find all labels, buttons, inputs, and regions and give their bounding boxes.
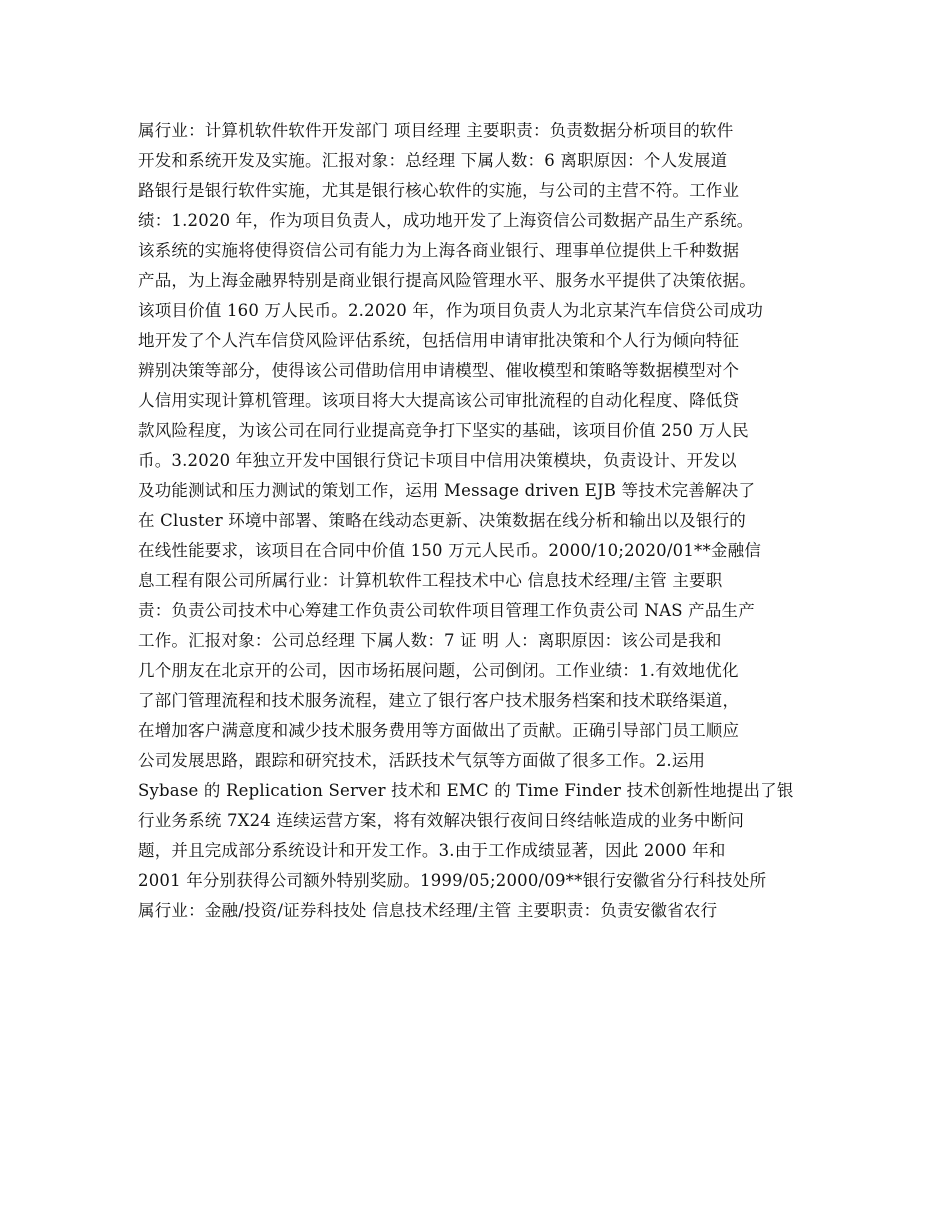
text-line: 息工程有限公司所属行业：计算机软件工程技术中心 信息技术经理/主管 主要职 <box>138 571 723 590</box>
text-line: 该项目价值 160 万人民币。2.2020 年，作为项目负责人为北京某汽车信贷公司成功 <box>138 301 764 320</box>
text-line: 2001 年分别获得公司额外特别奖励。1999/05;2000/09**银行安徽省分行科技处所 <box>138 871 767 890</box>
text-line: 产品，为上海金融界特别是商业银行提高风险管理水平、服务水平提供了决策依据。 <box>138 271 756 290</box>
text-line: 在 Cluster 环境中部署、策略在线动态更新、决策数据在线分析和输出以及银行的 <box>138 511 746 530</box>
text-line: 属行业：计算机软件软件开发部门 项目经理 主要职责：负责数据分析项目的软件 <box>138 121 734 140</box>
text-line: 属行业：金融/投资/证券科技处 信息技术经理/主管 主要职责：负责安徽省农行 <box>138 901 718 920</box>
text-line: 行业务系统 7X24 连续运营方案，将有效解决银行夜间日终结帐造成的业务中断问 <box>138 811 745 830</box>
text-line: 题，并且完成部分系统设计和开发工作。3.由于工作成绩显著，因此 2000 年和 <box>138 841 726 860</box>
text-line: 辨别决策等部分，使得该公司借助信用申请模型、催收模型和策略等数据模型对个 <box>138 361 740 380</box>
text-line: 在增加客户满意度和减少技术服务费用等方面做出了贡献。正确引导部门员工顺应 <box>138 721 740 740</box>
text-line: 责：负责公司技术中心筹建工作负责公司软件项目管理工作负责公司 NAS 产品生产 <box>138 601 755 620</box>
text-line: 开发和系统开发及实施。汇报对象：总经理 下属人数：6 离职原因：个人发展道 <box>138 151 728 170</box>
body-text <box>138 116 818 926</box>
text-line: 该系统的实施将使得资信公司有能力为上海各商业银行、理事单位提供上千种数据 <box>138 241 740 260</box>
text-line: 几个朋友在北京开的公司，因市场拓展问题，公司倒闭。工作业绩：1.有效地优化 <box>138 661 739 680</box>
text-line: 人信用实现计算机管理。该项目将大大提高该公司审批流程的自动化程度、降低贷 <box>138 391 740 410</box>
text-line: 地开发了个人汽车信贷风险评估系统，包括信用申请审批决策和个人行为倾向特征 <box>138 331 740 350</box>
text-line: 公司发展思路，跟踪和研究技术，活跃技术气氛等方面做了很多工作。2.运用 <box>138 751 706 770</box>
text-line: 款风险程度，为该公司在同行业提高竞争打下坚实的基础，该项目价值 250 万人民 <box>138 421 749 440</box>
text-line: 币。3.2020 年独立开发中国银行贷记卡项目中信用决策模块，负责设计、开发以 <box>138 451 737 470</box>
text-line: Sybase 的 Replication Server 技术和 EMC 的 Time Finder 技术创新性地提出了银 <box>138 781 794 800</box>
text-line: 及功能测试和压力测试的策划工作，运用 Message driven EJB 等技术完善解决了 <box>138 481 756 500</box>
text-line: 了部门管理流程和技术服务流程，建立了银行客户技术服务档案和技术联络渠道， <box>138 691 740 710</box>
text-line: 在线性能要求，该项目在合同中价值 150 万元人民币。2000/10;2020/01**金融信 <box>138 541 762 560</box>
text-line: 路银行是银行软件实施，尤其是银行核心软件的实施，与公司的主营不符。工作业 <box>138 181 740 200</box>
text-line: 绩：1.2020 年，作为项目负责人，成功地开发了上海资信公司数据产品生产系统。 <box>138 211 754 230</box>
text-line: 工作。汇报对象：公司总经理 下属人数：7 证 明 人：离职原因：该公司是我和 <box>138 631 722 650</box>
